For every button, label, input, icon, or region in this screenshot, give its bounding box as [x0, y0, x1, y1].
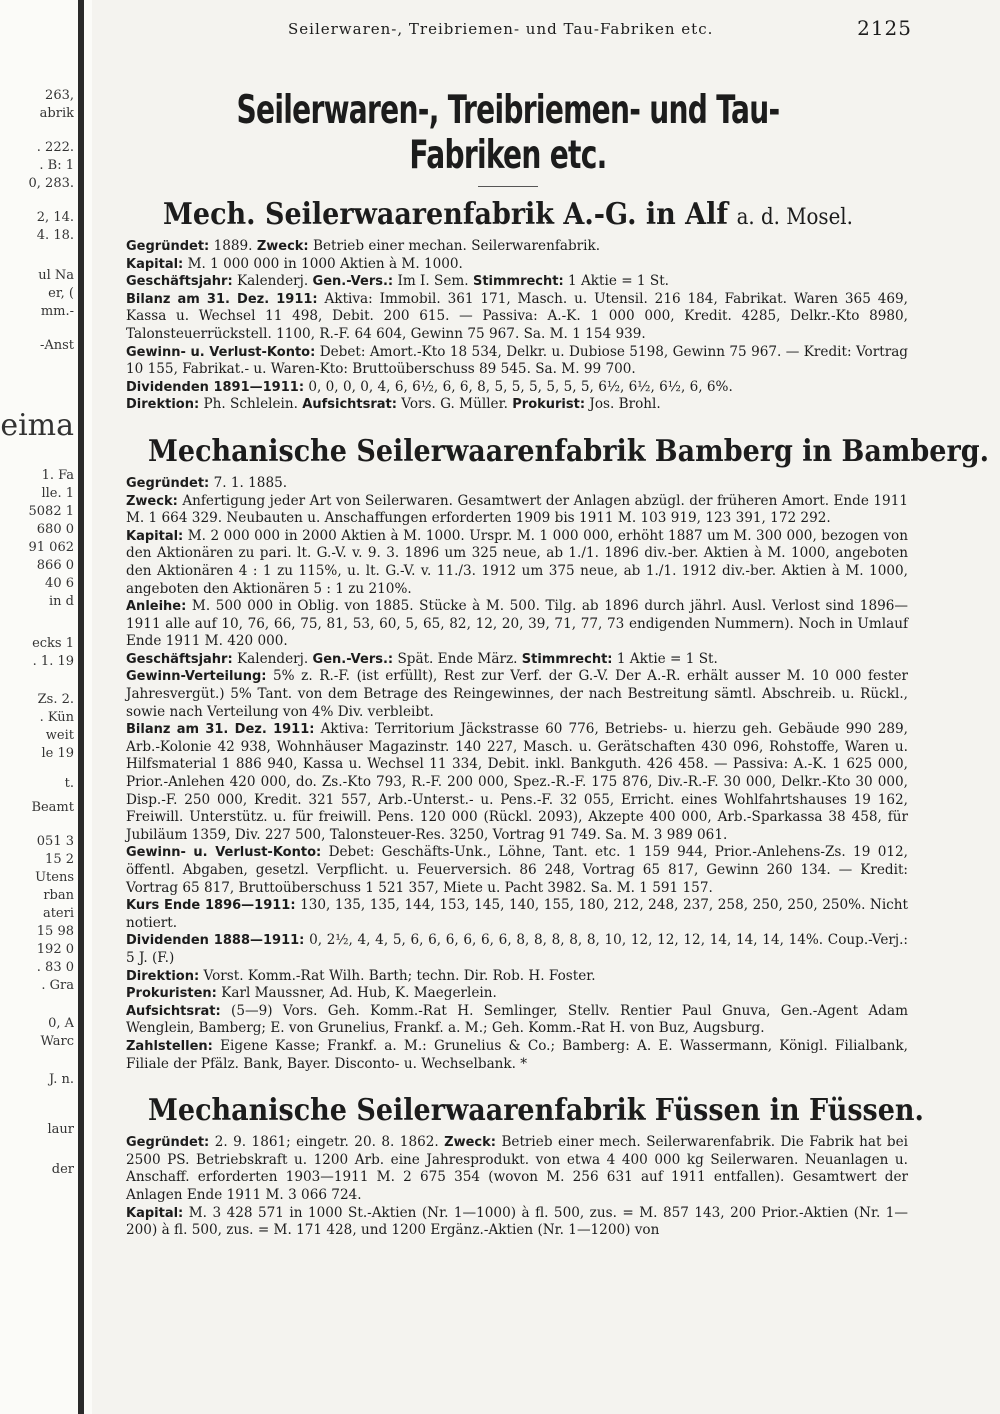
field-value: 0, 0, 0, 0, 4, 6, 6½, 6, 6, 8, 5, 5, 5, 5, 5, 5, 6½, 6½, 6½, 6, 6%.: [308, 378, 733, 395]
gutter-text-fragment: eima: [0, 408, 74, 443]
field-label: Aufsichtsrat:: [302, 397, 397, 413]
entry-paragraph: [126, 1134, 908, 1204]
field-value: Kalenderj.: [237, 650, 309, 667]
field-label: Gegründet:: [126, 475, 210, 491]
field-label: Zahlstellen:: [126, 1038, 213, 1054]
field-label: Aufsichtsrat:: [126, 1003, 221, 1019]
field-value: Vorst. Komm.-Rat Wilh. Barth; techn. Dir. Rob. H. Foster.: [203, 967, 596, 984]
gutter-text-fragment: Warc: [40, 1034, 74, 1049]
title-rule: [478, 186, 538, 187]
field-label: Geschäftsjahr:: [126, 274, 233, 290]
entry-paragraph: [126, 528, 908, 598]
field-label: Gewinn-Verteilung:: [126, 669, 267, 685]
field-value: 2. 9. 1861; eingetr. 20. 8. 1862.: [214, 1134, 439, 1151]
gutter-text-fragment: 40 6: [45, 576, 74, 591]
gutter-text-fragment: . Gra: [41, 978, 74, 993]
gutter-text-fragment: 263,: [45, 88, 74, 103]
previous-page-gutter: [0, 0, 92, 1414]
gutter-text-fragment: . 83 0: [36, 960, 74, 975]
entry-paragraph: [126, 1003, 908, 1038]
entry-paragraph: [126, 256, 908, 274]
field-label: Zweck:: [126, 493, 178, 509]
gutter-text-fragment: Utens: [35, 870, 74, 885]
field-value: 1 Aktie = 1 St.: [568, 273, 669, 290]
field-label: Direktion:: [126, 397, 200, 413]
field-value: Vors. G. Müller.: [401, 396, 508, 413]
company-title: [148, 433, 989, 469]
field-label: Geschäftsjahr:: [126, 651, 233, 667]
gutter-text-fragment: Zs. 2.: [37, 692, 74, 707]
field-value: 0, 2½, 4, 4, 5, 6, 6, 6, 6, 6, 6, 8, 8, 8, 8, 8, 10, 12, 12, 12, 14, 14, 14, 14%. Coup.-Verj.: 5 J. (F.): [126, 932, 908, 966]
gutter-text-fragment: . Kün: [39, 710, 74, 725]
field-value: Eigene Kasse; Frankf. a. M.: Grunelius & Co.; Bamberg: A. E. Wassermann, Königl. Filialbank, Filiale der Pfälz. Bank, Bayer. Disconto- u. Wechselbank. *: [126, 1037, 908, 1072]
entry-paragraph: [126, 897, 908, 932]
field-value: M. 3 428 571 in 1000 St.-Aktien (Nr. 1—1000) à fl. 500, zus. = M. 857 143, 200 Prior.-Aktien (Nr. 1—200) à fl. 500, zus. = M. 171 428, und 1200 Ergänz.-Aktien (Nr. 1—1200) von: [126, 1204, 908, 1239]
gutter-text-fragment: in d: [49, 594, 74, 609]
field-label: Stimmrecht:: [521, 651, 613, 667]
gutter-text-fragment: weit: [45, 728, 74, 743]
gutter-text-fragment: 4. 18.: [36, 228, 74, 243]
field-label: Stimmrecht:: [472, 274, 564, 290]
field-value: Im I. Sem.: [397, 273, 469, 290]
gutter-text-fragment: J. n.: [49, 1072, 74, 1087]
company-entry-bamberg: [108, 433, 989, 1073]
entry-paragraph: [126, 721, 908, 844]
field-value: Debet: Geschäfts-Unk., Löhne, Tant. etc. 1 159 944, Prior.-Anlehens-Zs. 19 012, öffentl. Abgaben, gesetzl. Verpflicht. u. Feuerversich. 86 248, Vortrag 65 817, Gewinn 260 134. — Kredit: Vortrag 65 817, Bruttoüberschuss 1 521 357, Miete u. Pacht 3982. Sa. M. 1 591 157.: [126, 844, 908, 896]
field-label: Gewinn- u. Verlust-Konto:: [126, 845, 322, 861]
entry-paragraph: [126, 985, 908, 1003]
company-entry-fuessen: [108, 1093, 924, 1240]
running-title: Seilerwaren-, Treibriemen- und Tau-Fabriken etc.: [288, 20, 714, 38]
gutter-text-fragment: t.: [64, 776, 74, 791]
entry-paragraph: [126, 598, 908, 651]
gutter-text-fragment: -Anst: [39, 338, 74, 353]
field-value: M. 1 000 000 in 1000 Aktien à M. 1000.: [187, 255, 463, 272]
company-title: [148, 197, 868, 232]
field-value: Anfertigung jeder Art von Seilerwaren. Gesamtwert der Anlagen abzügl. der früheren Amort. Ende 1911 M. 1 664 329. Neubauten u. Anschaffungen erforderten 1909 bis 1911 M. 103 919, 123 391, 172 292.: [126, 492, 909, 527]
field-value: 1 Aktie = 1 St.: [616, 650, 718, 667]
field-value: Betrieb einer mech. Seilerwarenfabrik. Die Fabrik hat bei 2500 PS. Betriebskraft u. 1200 Arb. eine Jahresprodukt. von etwa 4 400 000 kg Seilerwaren. Neuanlagen u. Anschaff. erforderten 1903—1911 M. 2 675 354 (wovon M. 256 631 auf 1911 entfallen). Gesamtwert der Anlagen Ende 1911 M. 3 066 724.: [126, 1134, 908, 1203]
gutter-text-fragment: 5082 1: [28, 504, 74, 519]
page-binding-shadow: [78, 0, 84, 1414]
entry-paragraph: [126, 379, 908, 397]
gutter-text-fragment: der: [51, 1162, 74, 1177]
field-label: Anleihe:: [126, 599, 187, 615]
field-label: Gegründet:: [126, 1135, 210, 1151]
entry-paragraph: [126, 291, 908, 344]
company-location-tail: a. d. Mosel.: [736, 205, 853, 230]
entry-paragraph: [126, 396, 908, 414]
gutter-text-fragment: rban: [43, 888, 74, 903]
document-page: [108, 16, 989, 1240]
entry-paragraph: [126, 238, 908, 256]
field-value: Aktiva: Territorium Jäckstrasse 60 776, Betriebs- u. hierzu geh. Gebäude 990 289, Arb.-Kolonie 42 938, Wohnhäuser Magazinstr. 140 227, Masch. u. Gerätschaften 430 096, Rohstoffe, Waren u. Hilfsmaterial 1 886 940, Kassa u. Wechsel 11 334, Debit. inkl. Bankguth. 426 458. — Passiva: A.-K. 1 625 000, Prior.-Anlehen 420 000, do. Zs.-Kto 793, R.-F. 200 000, Spez.-R.-F. 175 876, Div.-R.-F. 30 000, Delkr.-Kto 30 000, Disp.-F. 250 000, Kredit. 321 557, Arb.-Unterst.- u. Pens.-F. 32 055, Erricht. eines Wohlfahrtshauses 19 162, Freiwill. Unterstütz. u. für freiwill. Pens. 120 000 (Rückl. 2093), Akzepte 400 000, Arb.-Sparkassa 38 458, für Jubiläum 1359, Div. 227 500, Talonsteuer-Res. 3250, Vortrag 91 749. Sa. M. 3 989 061.: [126, 721, 909, 843]
gutter-text-fragment: . B: 1: [39, 158, 74, 173]
field-label: Kurs Ende 1896—1911:: [126, 898, 296, 914]
gutter-text-fragment: 192 0: [36, 942, 74, 957]
company-name: Mechanische Seilerwaarenfabrik Bamberg in Bamberg.: [148, 433, 989, 469]
field-value: M. 500 000 in Oblig. von 1885. Stücke à M. 500. Tilg. ab 1896 durch jährl. Ausl. Verlost sind 1896—1911 alle auf 10, 76, 66, 75, 81, 53, 60, 5, 65, 82, 12, 20, 39, 71, 77, 73 endigenden Nummern). Noch in Umlauf Ende 1911 M. 420 000.: [126, 598, 908, 650]
entry-paragraph: [126, 1205, 908, 1240]
gutter-text-fragment: 15 98: [36, 924, 74, 939]
gutter-text-fragment: 2, 14.: [36, 210, 74, 225]
field-label: Dividenden 1888—1911:: [126, 933, 305, 949]
field-label: Prokuristen:: [126, 986, 217, 1002]
field-label: Bilanz am 31. Dez. 1911:: [126, 722, 315, 738]
gutter-text-fragment: 91 062: [28, 540, 74, 555]
field-value: Kalenderj.: [237, 273, 309, 290]
field-label: Gen.-Vers.:: [312, 651, 394, 667]
field-label: Zweck:: [444, 1135, 496, 1151]
company-name: Mech. Seilerwaarenfabrik A.-G. in Alf: [163, 197, 728, 232]
gutter-text-fragment: ateri: [42, 906, 74, 921]
entry-paragraph: [126, 344, 908, 379]
field-label: Bilanz am 31. Dez. 1911:: [126, 291, 318, 307]
section-title: Seilerwaren-, Treibriemen- und Tau-Fabriken etc.: [236, 88, 780, 178]
gutter-text-fragment: . 222.: [36, 140, 74, 155]
field-value: Betrieb einer mechan. Seilerwarenfabrik.: [312, 238, 601, 254]
field-value: Aktiva: Immobil. 361 171, Masch. u. Utensil. 216 184, Fabrikat. Waren 365 469, Kassa u. Wechsel 11 498, Debit. 200 615. — Passiva: A.-K. 1 000 000, Kredit. 4285, Delkr.-Kto 8980, Talonsteuerrückstell. 1100, R.-F. 64 604, Gewinn 75 967. Sa. M. 1 154 939.: [126, 290, 909, 342]
gutter-text-fragment: 1. Fa: [41, 468, 74, 483]
entry-paragraph: [126, 273, 908, 291]
gutter-text-fragment: laur: [47, 1122, 74, 1137]
gutter-text-fragment: 866 0: [36, 558, 74, 573]
company-title: [148, 1093, 924, 1129]
gutter-text-fragment: mm.-: [40, 304, 74, 319]
entry-paragraph: [126, 844, 908, 897]
field-label: Dividenden 1891—1911:: [126, 379, 305, 395]
field-label: Prokurist:: [512, 397, 586, 413]
field-value: 5% z. R.-F. (ist erfüllt), Rest zur Verf. der G.-V. Der A.-R. erhält ausser M. 10 000 fester Jahresvergüt.) 5% Tant. von dem Betrage des Reingewinnes, der nach Bestreitung sämtl. Abschreib. u. Rückl., sowie nach Verteilung von 4% Div. verbleibt.: [126, 668, 908, 720]
entry-paragraph: [126, 1038, 908, 1073]
company-name: Mechanische Seilerwaarenfabrik Füssen in Füssen.: [148, 1093, 924, 1129]
field-label: Zweck:: [256, 239, 309, 254]
company-body: [108, 1134, 908, 1240]
field-value: Debet: Amort.-Kto 18 534, Delkr. u. Dubiose 5198, Gewinn 75 967. — Kredit: Vortrag 10 155, Fabrikat.- u. Waren-Kto: Bruttoüberschuss 89 545. Sa. M. 99 700.: [126, 343, 908, 378]
gutter-text-fragment: abrik: [39, 106, 74, 121]
field-label: Kapital:: [126, 1205, 184, 1221]
field-label: Kapital:: [126, 528, 184, 544]
entry-paragraph: [126, 932, 908, 967]
field-label: Gen.-Vers.:: [312, 274, 394, 290]
gutter-text-fragment: lle. 1: [41, 486, 74, 501]
entry-paragraph: [126, 668, 908, 721]
page-number: 2125: [857, 16, 912, 40]
gutter-text-fragment: le 19: [41, 746, 74, 761]
gutter-text-fragment: 0, 283.: [28, 176, 74, 191]
gutter-text-fragment: ecks 1: [32, 636, 74, 651]
field-value: Karl Maussner, Ad. Hub, K. Maegerlein.: [221, 985, 497, 1002]
field-value: M. 2 000 000 in 2000 Aktien à M. 1000. Urspr. M. 1 000 000, erhöht 1887 um M. 300 000, bezogen von den Aktionären zu pari. lt. G.-V. v. 9. 3. 1896 um 325 neue, ab 1./1. 1896 div.-ber. Aktien à M. 1000, angeboten den Aktionären 4 : 1 zu 115%, u. lt. G.-V. v. 11./3. 1912 um 375 neue, ab 1./1. 1912 div.-ber. Aktien à M. 1000, angeboten den Aktionären 5 : 1 zu 210%.: [126, 527, 908, 597]
gutter-text-fragment: 680 0: [36, 522, 74, 537]
field-label: Kapital:: [126, 256, 184, 272]
gutter-text-fragment: Beamt: [31, 800, 74, 815]
field-value: 7. 1. 1885.: [213, 474, 288, 491]
field-label: Gewinn- u. Verlust-Konto:: [126, 344, 316, 360]
entry-paragraph: [126, 493, 908, 528]
entry-paragraph: [126, 651, 908, 669]
running-header: [108, 16, 912, 44]
gutter-text-fragment: . 1. 19: [32, 654, 74, 669]
entry-paragraph: [126, 475, 908, 493]
field-value: Spät. Ende März.: [397, 650, 518, 667]
company-entry-alf: [108, 197, 908, 414]
field-label: Gegründet:: [126, 239, 210, 254]
company-body: [108, 238, 908, 414]
field-value: 1889.: [213, 238, 253, 254]
field-value: Ph. Schlelein.: [203, 396, 298, 413]
gutter-text-fragment: er, (: [48, 286, 74, 301]
gutter-text-fragment: 15 2: [45, 852, 74, 867]
gutter-text-fragment: 0, A: [48, 1016, 74, 1031]
gutter-text-fragment: ul Na: [38, 268, 74, 283]
field-value: (5—9) Vors. Geh. Komm.-Rat H. Semlinger, Stellv. Rentier Paul Gnuva, Gen.-Agent Adam Wenglein, Bamberg; E. von Grunelius, Frankf. a. M.; Geh. Komm.-Rat H. von Buz, Augsburg.: [126, 1002, 908, 1037]
field-label: Direktion:: [126, 968, 200, 984]
field-value: 130, 135, 135, 144, 153, 145, 140, 155, 180, 212, 248, 237, 258, 250, 250, 250%. Nicht notiert.: [126, 897, 909, 931]
gutter-text-fragment: 051 3: [36, 834, 74, 849]
field-value: Jos. Brohl.: [589, 396, 661, 413]
company-body: [108, 475, 908, 1073]
entry-paragraph: [126, 968, 908, 986]
